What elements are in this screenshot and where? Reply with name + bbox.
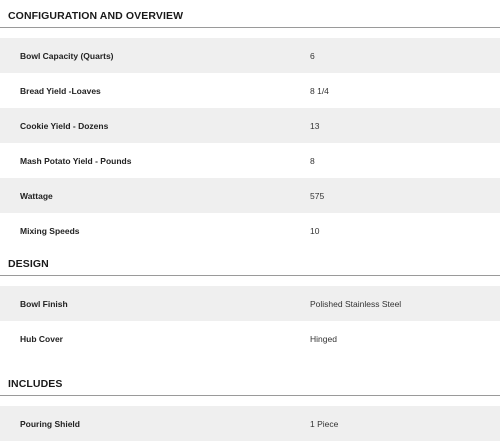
spec-row [0,178,500,213]
spec-label: Cookie Yield - Dozens [20,120,109,131]
spec-row [0,73,500,108]
spec-value: 6 [310,50,315,61]
spec-row [0,38,500,73]
section-header-design: DESIGN [0,248,500,276]
spec-value: 8 1/4 [310,85,329,96]
spec-row [0,143,500,178]
spec-value: 1 Piece [310,418,339,429]
spec-value: 10 [310,225,320,236]
section-header-includes: INCLUDES [0,368,500,396]
spec-label: Bowl Finish [20,298,68,309]
spec-row [0,321,500,356]
spec-value: Hinged [310,333,337,344]
spec-label: Pouring Shield [20,418,80,429]
spec-label: Wattage [20,190,53,201]
spec-row [0,108,500,143]
spec-label: Hub Cover [20,333,63,344]
spec-label: Bread Yield -Loaves [20,85,101,96]
spec-label: Mixing Speeds [20,225,80,236]
spec-value: Polished Stainless Steel [310,298,402,309]
spec-row [0,286,500,321]
spec-label: Mash Potato Yield - Pounds [20,155,132,166]
spec-label: Bowl Capacity (Quarts) [20,50,114,61]
section-header-configuration: CONFIGURATION AND OVERVIEW [0,0,500,28]
spec-value: 13 [310,120,320,131]
spec-row [0,406,500,441]
spec-value: 575 [310,190,325,201]
spec-value: 8 [310,155,315,166]
spec-row [0,213,500,248]
